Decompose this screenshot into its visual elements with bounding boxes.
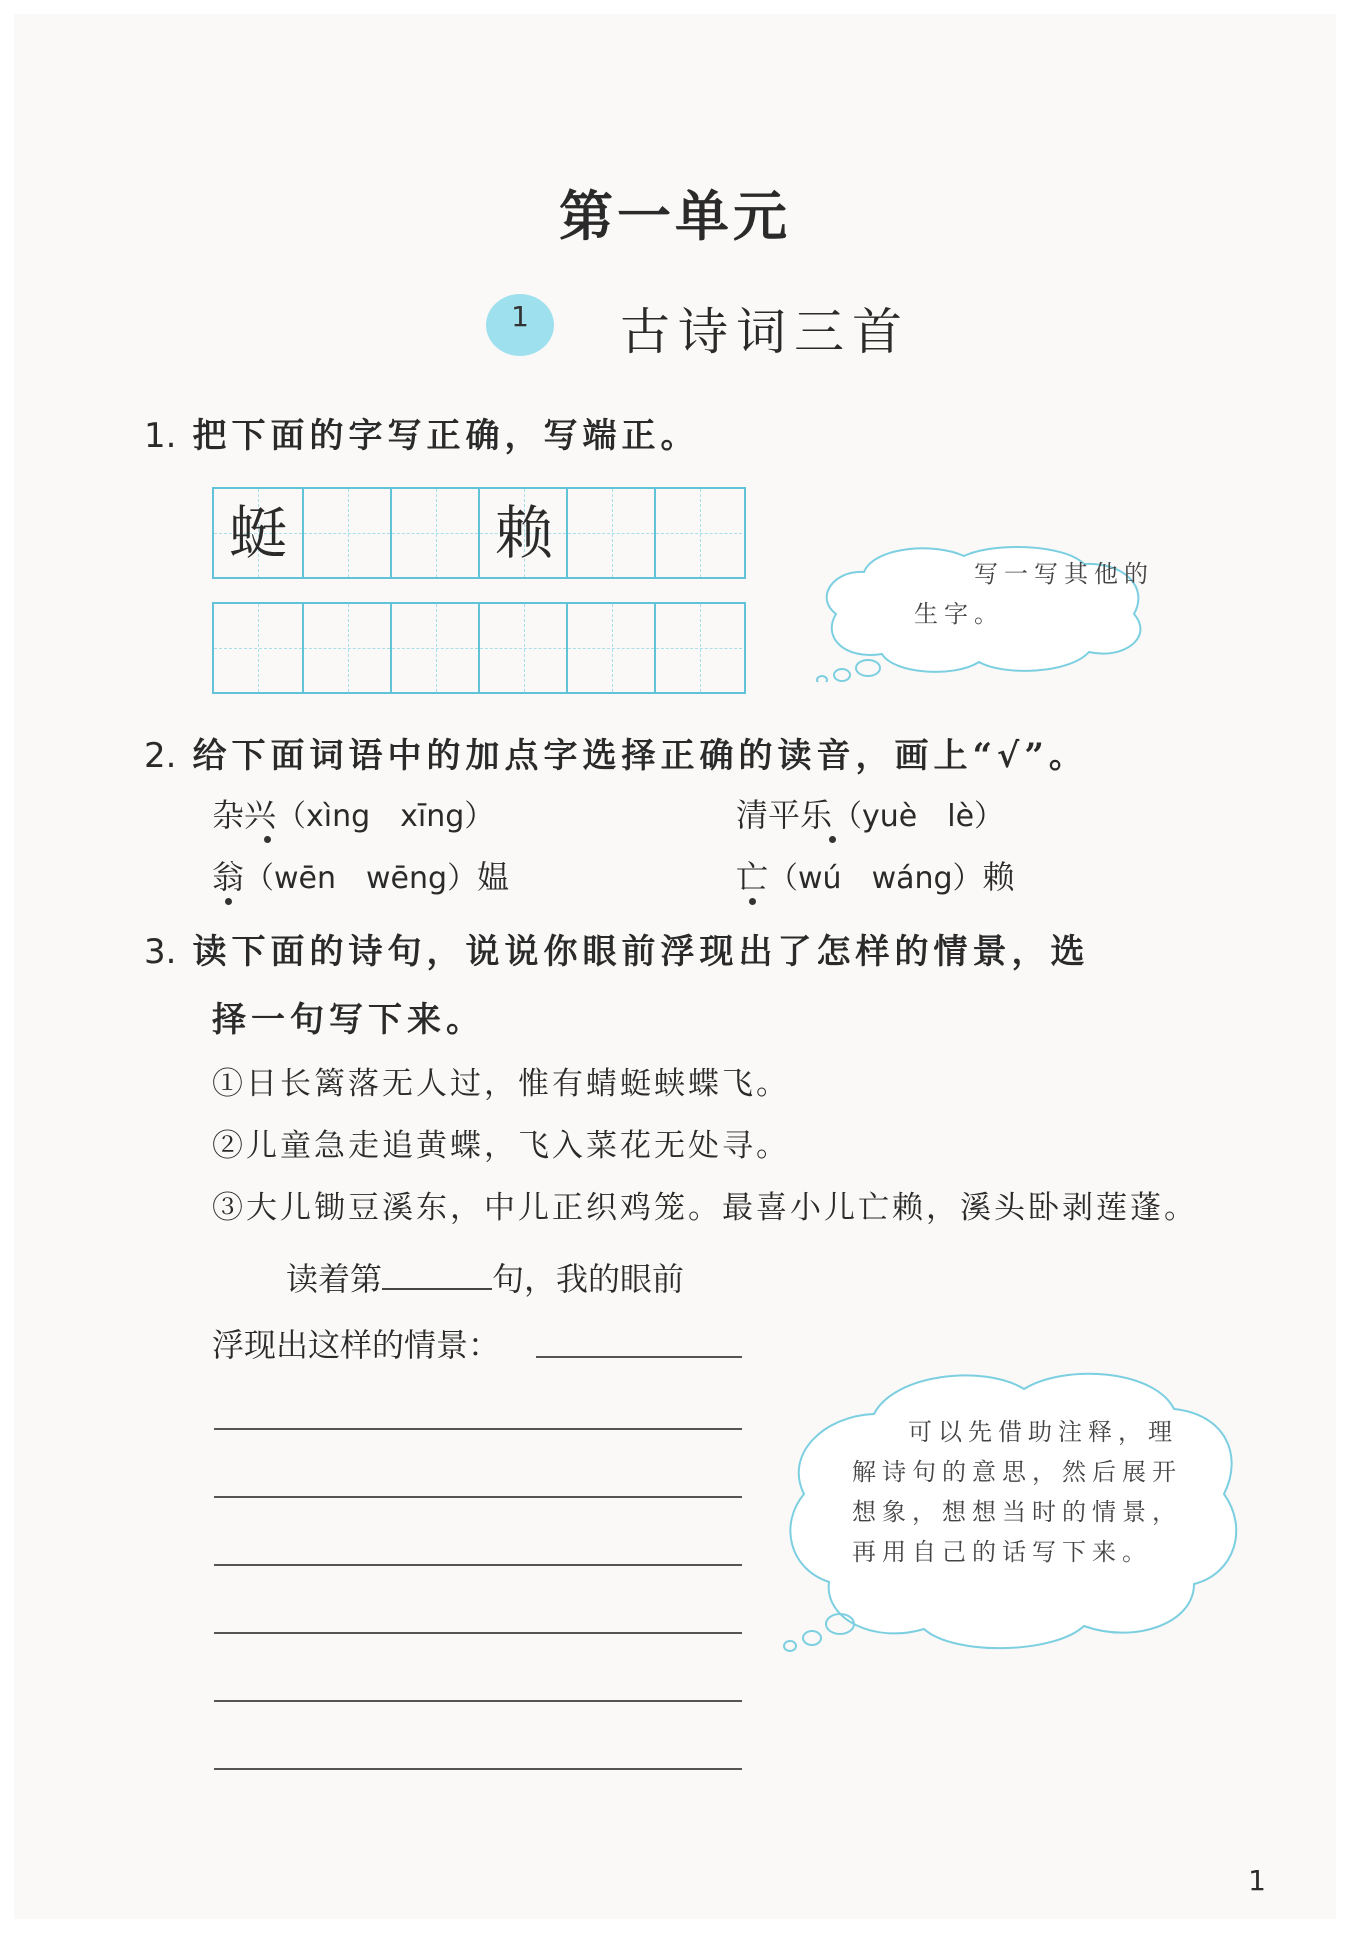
- grid-cell[interactable]: [654, 489, 742, 577]
- word: 杂兴: [212, 796, 277, 834]
- question-2: [144, 728, 1088, 777]
- page-number: 1: [1248, 1864, 1266, 1897]
- question-3: [144, 924, 1089, 973]
- pinyin-item-4: [736, 852, 1015, 898]
- word: 翁: [212, 858, 245, 896]
- answer-line[interactable]: [214, 1632, 742, 1634]
- answer-line[interactable]: [214, 1496, 742, 1498]
- fill-line-2-text: 浮现出这样的情景：: [212, 1326, 501, 1364]
- pinyin-options[interactable]: （wú wáng）: [768, 861, 983, 896]
- writing-grid-row-1: [212, 487, 746, 579]
- answer-line[interactable]: [536, 1356, 742, 1358]
- emphasis-dot: [225, 898, 232, 905]
- question-1: [144, 408, 699, 457]
- grid-char: 赖: [494, 499, 553, 567]
- pinyin-item-3: [212, 852, 509, 898]
- grid-cell[interactable]: [214, 604, 302, 692]
- poem-line-2: ②儿童急走追黄蝶，飞入菜花无处寻。: [212, 1128, 790, 1164]
- fill-prefix: 读着第: [286, 1260, 383, 1298]
- question-number: 3.: [144, 932, 177, 972]
- grid-cell[interactable]: [214, 489, 302, 577]
- answer-line[interactable]: [214, 1700, 742, 1702]
- workbook-page: [14, 14, 1336, 1919]
- word-tail: 赖: [982, 858, 1015, 896]
- grid-char: [568, 489, 656, 577]
- grid-cell[interactable]: [654, 604, 742, 692]
- grid-cell[interactable]: [390, 489, 478, 577]
- grid-cell[interactable]: [478, 489, 566, 577]
- poem-line-3: ③大儿锄豆溪东，中儿正织鸡笼。最喜小儿亡赖，溪头卧剥莲蓬。: [212, 1190, 1198, 1226]
- pinyin-options[interactable]: （wēn wēng）: [244, 861, 478, 896]
- bubble-1-text: 写一写其他的生字。: [914, 560, 1154, 628]
- answer-line[interactable]: [214, 1428, 742, 1430]
- question-text: 给下面词语中的加点字选择正确的读音，画上“√”。: [192, 736, 1088, 776]
- lesson-title: 古诗词三首: [620, 303, 910, 361]
- poem-line-1: ①日长篱落无人过，惟有蜻蜓蛱蝶飞。: [212, 1066, 790, 1102]
- fill-in-line-2: [212, 1320, 500, 1366]
- grid-cell[interactable]: [390, 604, 478, 692]
- grid-cell[interactable]: [566, 489, 654, 577]
- emphasis-dot: [264, 836, 271, 843]
- grid-cell[interactable]: [566, 604, 654, 692]
- unit-title: 第一单元: [559, 184, 791, 248]
- question-text-line-1: 读下面的诗句，说说你眼前浮现出了怎样的情景，选: [192, 932, 1090, 972]
- grid-char: 蜓: [228, 499, 287, 567]
- bubble-2-text: 可以先借助注释，理解诗句的意思，然后展开想象，想想当时的情景，再用自己的话写下来。: [852, 1418, 1182, 1566]
- writing-grid-row-2: [212, 602, 746, 694]
- emphasis-dot: [749, 898, 756, 905]
- question-3-line-2: 择一句写下来。: [212, 1000, 485, 1040]
- grid-char: [392, 489, 480, 577]
- grid-cell[interactable]: [302, 604, 390, 692]
- question-number: 1.: [144, 416, 177, 456]
- word: 亡: [736, 858, 769, 896]
- grid-char: [656, 489, 744, 577]
- pinyin-options[interactable]: （yuè lè）: [832, 799, 1005, 834]
- pinyin-item-1: [212, 790, 494, 836]
- answer-line[interactable]: [214, 1564, 742, 1566]
- pinyin-item-2: [736, 790, 1004, 836]
- grid-cell[interactable]: [478, 604, 566, 692]
- fill-blank[interactable]: [382, 1258, 492, 1290]
- fill-in-sentence: [286, 1254, 684, 1300]
- answer-line[interactable]: [214, 1768, 742, 1770]
- grid-cell[interactable]: [302, 489, 390, 577]
- word: 清平乐: [736, 796, 833, 834]
- grid-char: [304, 489, 392, 577]
- emphasis-dot: [829, 836, 836, 843]
- lesson-number: 1: [511, 300, 529, 333]
- word-tail: 媪: [477, 858, 510, 896]
- question-text: 把下面的字写正确，写端正。: [192, 416, 700, 456]
- fill-suffix: 句，我的眼前: [492, 1260, 685, 1298]
- question-number: 2.: [144, 736, 177, 776]
- pinyin-options[interactable]: （xìng xīng）: [276, 799, 495, 834]
